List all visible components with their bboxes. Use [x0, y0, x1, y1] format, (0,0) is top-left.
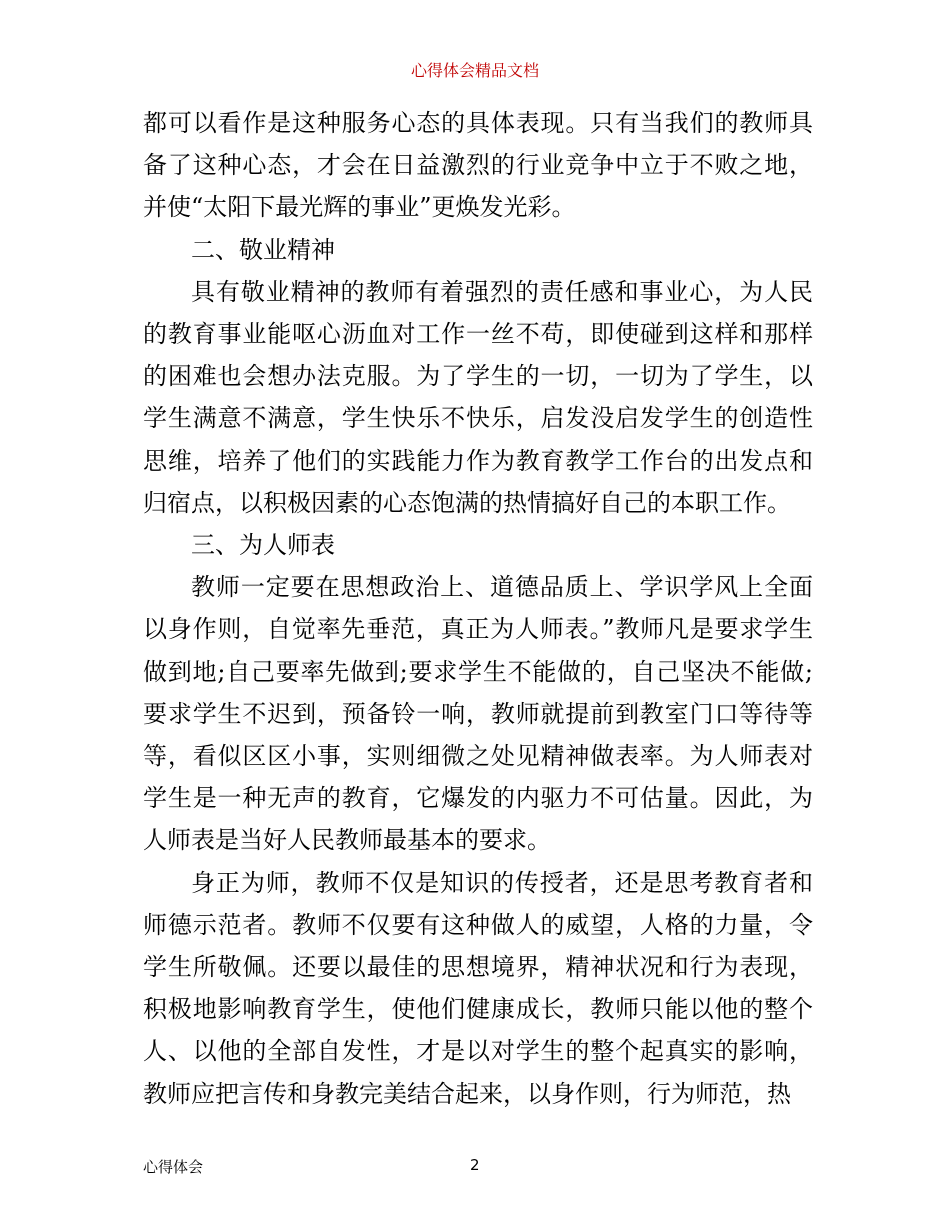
page-number: 2 — [470, 1156, 480, 1174]
section-heading: 三、为人师表 — [191, 531, 335, 560]
document-body — [143, 102, 813, 1115]
section-heading: 二、敬业精神 — [191, 235, 335, 264]
paragraph: 教师一定要在思想政治上、道德品质上、学识学风上全面以身作则，自觉率先垂范，真正为人师表。”教师凡是要求学生做到地;自己要率先做到;要求学生不能做的，自己坚决不能做;要求学生不迟到，预备铃一响，教师就提前到教室门口等待等等，看似区区小事，实则细微之处见精神做表率。为人师表对学生是一种无声的教育，它爆发的内驱力不可估量。因此，为人师表是当好人民教师最基本的要求。 — [143, 573, 813, 855]
document-header-title: 心得体会精品文档 — [410, 61, 539, 80]
paragraph: 都可以看作是这种服务心态的具体表现。只有当我们的教师具备了这种心态，才会在日益激烈的行业竞争中立于不败之地，并使“太阳下最光辉的事业”更焕发光彩。 — [143, 109, 813, 222]
footer-label: 心得体会 — [143, 1158, 204, 1176]
paragraph: 具有敬业精神的教师有着强烈的责任感和事业心，为人民的教育事业能呕心沥血对工作一丝不苟，即使碰到这样和那样的困难也会想办法克服。为了学生的一切，一切为了学生，以学生满意不满意，学生快乐不快乐，启发没启发学生的创造性思维，培养了他们的实践能力作为教育教学工作台的出发点和归宿点，以积极因素的心态饱满的热情搞好自己的本职工作。 — [143, 277, 813, 517]
paragraph: 身正为师，教师不仅是知识的传授者，还是思考教育者和师德示范者。教师不仅要有这种做人的威望，人格的力量，令学生所敬佩。还要以最佳的思想境界，精神状况和行为表现，积极地影响教育学生，使他们健康成长，教师只能以他的整个人、以他的全部自发性，才是以对学生的整个起真实的影响，教师应把言传和身教完美结合起来，以身作则，行为师范，热 — [143, 868, 813, 1108]
